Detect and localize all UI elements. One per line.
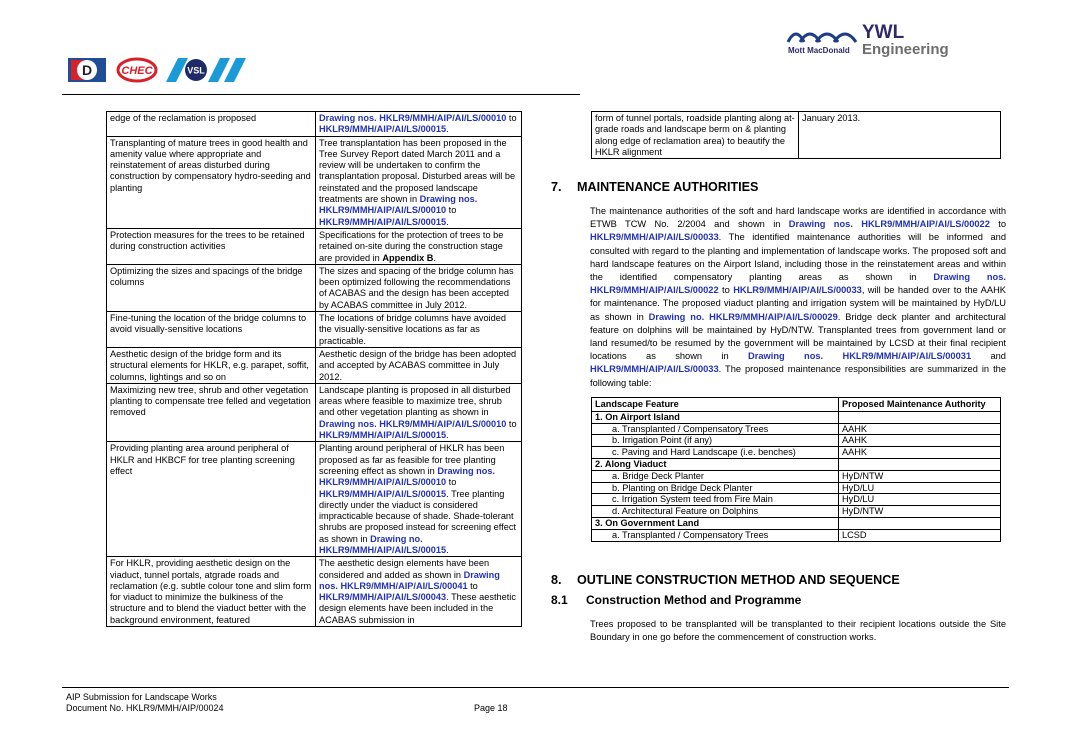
drawing-reference-link[interactable]: HKLR9/MMH/AIP/AI/LS/00010 xyxy=(379,418,507,429)
authority-cell: AAHK xyxy=(839,447,1001,459)
text-run: Landscape planting is proposed in all disturbed areas where feasible to maximize tree, shrub and other vegetation planting as shown in xyxy=(319,384,511,418)
page-number: Page 18 xyxy=(474,703,508,713)
feature-cell: a. Bridge Deck Planter xyxy=(592,470,839,482)
text-run: Planting around peripheral of HKLR has been proposed as far as feasible for tree planting screening effect as shown in xyxy=(319,443,505,476)
mott-macdonald-text: Mott MacDonald xyxy=(788,46,850,55)
authority-cell: HyD/NTW xyxy=(839,470,1001,482)
table-row xyxy=(592,435,1001,447)
authority-cell xyxy=(839,458,1001,470)
d-logo-icon xyxy=(68,58,106,82)
drawing-reference-link[interactable]: Drawing nos. xyxy=(437,465,496,476)
detail-cell xyxy=(316,557,522,627)
text-run: The sizes and spacing of the bridge column has been optimized following the recommendations of ACABAS and the design has been accepted by ACABAS committee in July 2012. xyxy=(319,265,514,310)
feature-cell: c. Paving and Hard Landscape (i.e. benches) xyxy=(592,447,839,459)
drawing-reference-link[interactable]: HKLR9/MMH/AIP/AI/LS/00043 xyxy=(319,592,447,603)
feature-cell: b. Planting on Bridge Deck Planter xyxy=(592,482,839,494)
table-row xyxy=(592,447,1001,459)
detail-cell xyxy=(316,312,522,348)
table-header-row xyxy=(592,398,1001,412)
subsection-8-1-heading xyxy=(551,593,801,607)
drawing-reference-link[interactable]: HKLR9/MMH/AIP/AI/LS/00033 xyxy=(733,285,862,296)
table-row xyxy=(107,442,522,557)
footer-rule xyxy=(62,687,1009,688)
feature-cell: 3. On Government Land xyxy=(592,517,839,529)
feature-cell: c. Irrigation System teed from Fire Main xyxy=(592,494,839,506)
measure-cell: Transplanting of mature trees in good health and amenity value where appropriate and reinstatement of areas disturbed during construction by compensatory hydro-seeding and planting xyxy=(107,136,316,228)
table-row xyxy=(107,383,522,441)
section-8-heading xyxy=(551,573,900,587)
measure-cell: form of tunnel portals, roadside planting along at-grade roads and landscape berm on & planting along edge of reclamation area) to beautify the HKLR alignment xyxy=(592,112,799,159)
appendix-reference: Appendix B xyxy=(382,252,434,263)
detail-cell xyxy=(316,264,522,311)
measure-cell: Maximizing new tree, shrub and other vegetation planting to compensate tree felled and vegetation removed xyxy=(107,383,316,441)
ywl-logo xyxy=(786,20,966,62)
maintenance-paragraph xyxy=(590,205,1006,390)
feature-cell: a. Transplanted / Compensatory Trees xyxy=(592,529,839,541)
table-row xyxy=(592,482,1001,494)
detail-cell xyxy=(316,383,522,441)
subsection-number: 8.1 xyxy=(551,593,568,607)
text-run: to xyxy=(506,113,517,123)
table-row xyxy=(592,112,1001,159)
drawing-reference-link[interactable]: Drawing nos. xyxy=(319,418,377,429)
table-row xyxy=(592,470,1001,482)
text-run: and xyxy=(971,351,1006,362)
text-run: . Tree planting directly under the viaduct is considered impracticable because of shade. Shade-tolerant shrubs are proposed instead for screening effect as shown in xyxy=(319,488,516,544)
measure-cell: Providing planting area around peripheral of HKLR and HKBCF for tree planting screening effect xyxy=(107,442,316,557)
measure-cell: Protection measures for the trees to be retained during construction activities xyxy=(107,228,316,264)
drawing-reference-link[interactable]: HKLR9/MMH/AIP/AI/LS/00033 xyxy=(590,232,719,243)
text-run: to xyxy=(446,477,457,488)
detail-cell xyxy=(316,136,522,228)
table-row xyxy=(592,494,1001,506)
table-row xyxy=(107,112,522,137)
column-header-authority: Proposed Maintenance Authority xyxy=(839,398,1001,412)
section-number: 7. xyxy=(551,180,562,194)
section-title: MAINTENANCE AUTHORITIES xyxy=(577,180,759,194)
contractor-logos xyxy=(68,56,248,84)
mitigation-measures-table xyxy=(106,111,522,627)
text-run: Aesthetic design of the bridge has been adopted and accepted by ACABAS committee in July 2012. xyxy=(319,348,517,382)
feature-cell: a. Transplanted / Compensatory Trees xyxy=(592,423,839,435)
wave-logo-icon xyxy=(788,34,856,42)
detail-cell xyxy=(316,228,522,264)
authority-cell: AAHK xyxy=(839,435,1001,447)
table-row xyxy=(107,228,522,264)
vsl-logo-icon xyxy=(166,58,246,82)
drawing-reference-link[interactable]: Drawing nos. HKLR9/MMH/AIP/AI/LS/00031 xyxy=(748,351,972,362)
header-rule xyxy=(62,94,580,95)
text-run: . The proposed maintenance responsibilities are summarized in the following table: xyxy=(590,364,1006,388)
text-run: . xyxy=(446,544,449,555)
measure-cell: edge of the reclamation is proposed xyxy=(107,112,316,137)
detail-cell xyxy=(316,442,522,557)
table-row xyxy=(107,136,522,228)
feature-cell: 1. On Airport Island xyxy=(592,411,839,423)
ywl-brand-text: YWL xyxy=(862,22,905,43)
table-group-row xyxy=(592,517,1001,529)
authority-cell: AAHK xyxy=(839,423,1001,435)
mitigation-measures-table-continued xyxy=(591,111,1001,159)
vsl-logo-text: VSL xyxy=(187,65,205,76)
text-run: The aesthetic design elements have been considered and added as shown in xyxy=(319,558,490,580)
text-run: . These aesthetic design elements have been included in the ACABAS submission in xyxy=(319,592,516,625)
text-run: . xyxy=(446,216,449,227)
footer-document-number: Document No. HKLR9/MMH/AIP/00024 xyxy=(66,703,224,713)
construction-paragraph: Trees proposed to be transplanted will be transplanted to their recipient locations outside the Site Boundary in one go before the commencement of construction works. xyxy=(590,619,1006,643)
engineering-text: Engineering xyxy=(862,41,949,58)
section-7-heading xyxy=(551,180,758,194)
table-row xyxy=(107,264,522,311)
text-run: to xyxy=(446,205,457,216)
drawing-reference-link[interactable]: Drawing nos. xyxy=(319,113,377,123)
drawing-reference-link[interactable]: HKLR9/MMH/AIP/AI/LS/00015 xyxy=(319,124,447,135)
authority-cell: HyD/NTW xyxy=(839,506,1001,518)
drawing-reference-link[interactable]: HKLR9/MMH/AIP/AI/LS/00010 xyxy=(319,477,447,488)
chec-logo-icon xyxy=(118,59,156,81)
footer-title: AIP Submission for Landscape Works xyxy=(66,692,217,702)
text-run: . xyxy=(446,124,449,135)
drawing-reference-link[interactable]: Drawing nos. HKLR9/MMH/AIP/AI/LS/00041 xyxy=(319,569,500,591)
table-row xyxy=(107,312,522,348)
text-run: Specifications for the protection of trees to be retained on-site during the construction stage are provided in xyxy=(319,229,504,263)
drawing-reference-link[interactable]: Drawing nos. HKLR9/MMH/AIP/AI/LS/00022 xyxy=(788,219,990,230)
text-run: . Bridge deck planter and architectural feature on dolphins will be maintained by HyD/NTW. Transplanted trees from government land or land resumed/to be resumed by the government will be maintained by LCSD at their final recipient locations as shown in xyxy=(590,311,1006,362)
text-run: , will be handed over to the AAHK for maintenance. The proposed viaduct planting and irrigation system will be maintained by HyD/LU as shown in xyxy=(590,285,1006,322)
drawing-reference-link[interactable]: HKLR9/MMH/AIP/AI/LS/00010 xyxy=(379,113,507,123)
authority-cell: HyD/LU xyxy=(839,494,1001,506)
text-run: . The identified maintenance authorities will be informed and consulted with regard to the planting and implementation of landscape works. The proposed soft and hard landscape features on the Airport Island, including those in the reinstatement areas and within the identified compensatory planting areas as shown in xyxy=(590,232,1006,283)
detail-cell: January 2013. xyxy=(799,112,1001,159)
text-run: . xyxy=(433,252,436,263)
drawing-reference-link[interactable]: Drawing no. HKLR9/MMH/AIP/AI/LS/00015 xyxy=(319,533,447,555)
table-row xyxy=(592,529,1001,541)
text-run: Tree transplantation has been proposed in the Tree Survey Report dated March 2011 and a review will be undertaken to confirm the transplantation proposal. Disturbed areas will be reinstated and the proposed landscape treatments are shown in xyxy=(319,137,516,205)
column-header-feature: Landscape Feature xyxy=(592,398,839,412)
drawing-reference-link[interactable]: Drawing nos. xyxy=(419,194,478,205)
feature-cell: b. Irrigation Point (if any) xyxy=(592,435,839,447)
drawing-reference-link[interactable]: HKLR9/MMH/AIP/AI/LS/00015 xyxy=(319,430,447,441)
d-logo-text: D xyxy=(81,62,93,78)
section-title: OUTLINE CONSTRUCTION METHOD AND SEQUENCE xyxy=(577,573,900,587)
authority-cell: LCSD xyxy=(839,529,1001,541)
measure-cell: Optimizing the sizes and spacings of the bridge columns xyxy=(107,264,316,311)
text-run: to xyxy=(989,219,1006,230)
table-group-row xyxy=(592,458,1001,470)
text-run: . xyxy=(446,430,449,441)
maintenance-table xyxy=(591,397,1001,542)
table-row xyxy=(592,506,1001,518)
chec-logo-text: CHEC xyxy=(121,65,153,77)
table-group-row xyxy=(592,411,1001,423)
drawing-reference-link[interactable]: HKLR9/MMH/AIP/AI/LS/00015 xyxy=(319,488,447,499)
text-run: to xyxy=(506,418,517,429)
text-run: to xyxy=(718,285,734,296)
table-row xyxy=(107,557,522,627)
drawing-reference-link[interactable]: HKLR9/MMH/AIP/AI/LS/00033 xyxy=(590,364,719,375)
detail-cell xyxy=(316,112,522,137)
detail-cell xyxy=(316,347,522,383)
measure-cell: Fine-tuning the location of the bridge columns to avoid visually-sensitive locations xyxy=(107,312,316,348)
section-number: 8. xyxy=(551,573,562,587)
table-row xyxy=(107,347,522,383)
drawing-reference-link[interactable]: HKLR9/MMH/AIP/AI/LS/00015 xyxy=(319,216,447,227)
authority-cell xyxy=(839,517,1001,529)
text-run: The locations of bridge columns have avoided the visually-sensitive locations as far as practicable. xyxy=(319,313,506,346)
text-run: The maintenance authorities of the soft and hard landscape works are identified in accordance with ETWB TCW No. 2/2004 and shown in xyxy=(590,206,1006,230)
drawing-reference-link[interactable]: Drawing no. HKLR9/MMH/AIP/AI/LS/00029 xyxy=(648,311,838,322)
feature-cell: 2. Along Viaduct xyxy=(592,458,839,470)
authority-cell: HyD/LU xyxy=(839,482,1001,494)
subsection-title: Construction Method and Programme xyxy=(586,593,802,607)
measure-cell: Aesthetic design of the bridge form and its structural elements for HKLR, e.g. parapet, soffit, columns, lightings and so on xyxy=(107,347,316,383)
feature-cell: d. Architectural Feature on Dolphins xyxy=(592,506,839,518)
measure-cell: For HKLR, providing aesthetic design on the viaduct, tunnel portals, atgrade roads and reclamation (e.g. subtle colour tone and slim form for viaduct to minimize the bulkiness of the structure and to blend the viaduct better with the background environment, featured xyxy=(107,557,316,627)
drawing-reference-link[interactable]: Drawing nos. HKLR9/MMH/AIP/AI/LS/00022 xyxy=(590,272,1006,296)
text-run: to xyxy=(467,580,478,591)
table-row xyxy=(592,423,1001,435)
authority-cell xyxy=(839,411,1001,423)
drawing-reference-link[interactable]: HKLR9/MMH/AIP/AI/LS/00010 xyxy=(319,205,447,216)
